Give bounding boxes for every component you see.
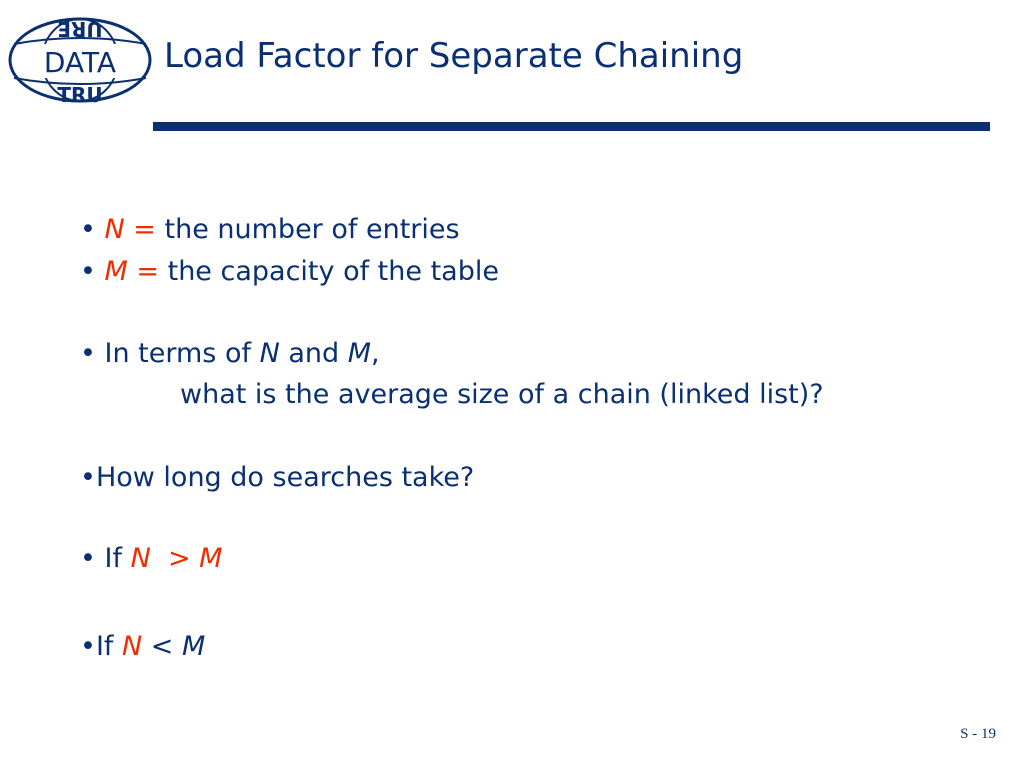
searches-text: How long do searches take? xyxy=(95,462,475,493)
less-than-operator: < xyxy=(142,631,182,662)
slide-number: S - 19 xyxy=(960,726,996,742)
logo-text-middle: DATA xyxy=(43,46,117,79)
logo-text-bottom: TRU xyxy=(57,83,103,106)
bullet-marker: • xyxy=(80,631,96,662)
question-and: and xyxy=(279,338,348,369)
var-m: M xyxy=(199,543,223,574)
question-comma: , xyxy=(371,338,380,369)
bullet-question xyxy=(80,337,380,371)
var-n: N xyxy=(259,338,280,369)
var-n: N xyxy=(130,543,151,574)
question-continuation: what is the average size of a chain (linked list)? xyxy=(180,379,824,410)
bullet-searches xyxy=(80,461,474,495)
bullet-marker: • xyxy=(80,256,105,287)
bullet-marker: • xyxy=(80,462,96,493)
if-keyword: If xyxy=(95,631,122,662)
m-definition-text: the capacity of the table xyxy=(167,256,499,287)
bullet-marker: • xyxy=(80,543,105,574)
data-structures-logo xyxy=(6,14,154,106)
bullet-n-definition xyxy=(80,213,460,247)
var-m: M xyxy=(182,631,206,662)
equals-sign: = xyxy=(124,214,165,245)
bullet-if-n-less-m xyxy=(80,630,205,664)
bullet-marker: • xyxy=(80,338,105,369)
n-definition-text: the number of entries xyxy=(164,214,460,245)
title-underline xyxy=(153,122,990,131)
var-n: N xyxy=(122,631,143,662)
logo-text-top: URE xyxy=(57,17,103,41)
greater-than-operator: > xyxy=(150,543,200,574)
var-m: M xyxy=(347,338,372,369)
var-n: N xyxy=(104,214,125,245)
bullet-m-definition xyxy=(80,255,499,289)
bullet-marker: • xyxy=(80,214,105,245)
var-m: M xyxy=(104,256,128,287)
bullet-if-n-greater-m xyxy=(80,542,222,576)
if-keyword: If xyxy=(104,543,131,574)
question-prefix: In terms of xyxy=(104,338,260,369)
slide-title: Load Factor for Separate Chaining xyxy=(164,36,744,76)
equals-sign: = xyxy=(127,256,168,287)
